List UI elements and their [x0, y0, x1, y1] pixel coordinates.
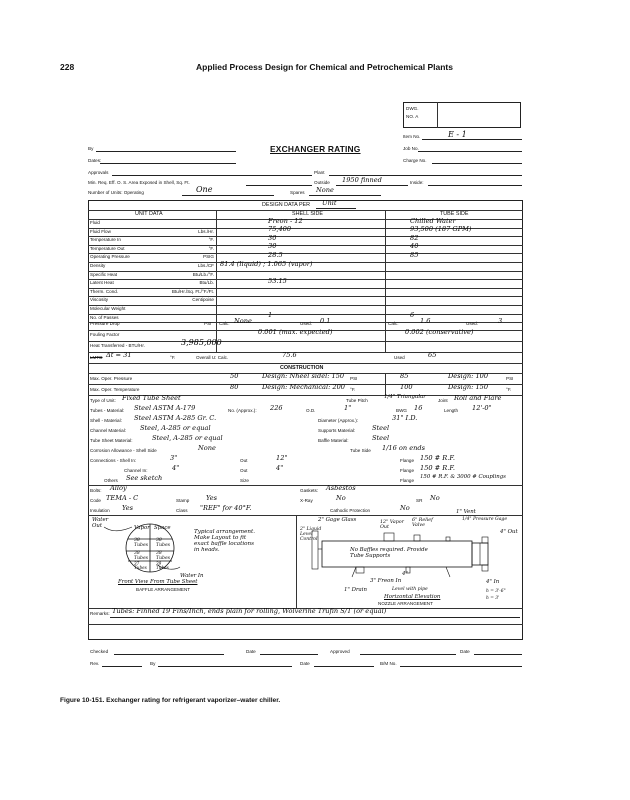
dates-label: Dates: — [88, 158, 102, 163]
overall-used-label: Used — [394, 355, 405, 360]
max-temp-unit: °F. — [350, 387, 356, 392]
support-left — [352, 567, 356, 577]
others-value: See sketch — [126, 474, 163, 482]
tube-calc-value: 1.6 — [420, 317, 431, 325]
water-in-label: Water In — [180, 573, 204, 579]
code-value: TEMA - C — [106, 494, 139, 502]
class-value: "REF" for 40°F. — [200, 504, 252, 512]
insulation-value: Yes — [122, 504, 134, 512]
supports-value: Steel — [372, 424, 390, 432]
design-row-divider — [88, 288, 523, 289]
units-label: Number of Units: Operating — [88, 190, 144, 195]
design-row-unit: °F. — [208, 237, 214, 243]
fouling-label: Fouling Factor — [90, 332, 120, 337]
tubes-38d: 38 Tubes — [156, 551, 171, 561]
freon-in-nozzle — [356, 567, 364, 573]
max-press-unit: PSI — [350, 376, 358, 381]
col-tube-side: TUBE SIDE — [440, 211, 469, 217]
baffle-mat-value: Steel — [372, 434, 390, 442]
design-row-label: Temperature In — [90, 237, 121, 243]
others-label: Others — [104, 478, 118, 483]
design-row-divider — [88, 245, 523, 246]
tubes-mat-value: Steel ASTM A-179 — [134, 404, 196, 412]
water-out-label: Water Out — [92, 517, 109, 529]
design-row-label: No. of Passes — [90, 314, 119, 320]
sr-label: SR — [416, 498, 423, 503]
xray-value: No — [336, 494, 346, 502]
freon-in-label: 3" Freon In — [370, 578, 402, 584]
corrosion-tube: 1/16 on ends — [382, 444, 425, 452]
h-dim-label: 4" — [402, 571, 408, 577]
tube-calc-label: Calc: — [388, 321, 399, 326]
diameter-label: Diameter (Approx.): — [318, 418, 359, 423]
water-out-nozzle — [482, 537, 488, 543]
design-row-shell: Freon - 12 — [268, 216, 303, 225]
channel-in-value: 4" — [172, 464, 180, 472]
flange1-value: 150 # R.F. — [420, 454, 456, 462]
gaskets-label: Gaskets: — [300, 488, 319, 493]
class-label: Class — [176, 508, 188, 513]
rev-label: Rev. — [90, 661, 100, 666]
col-unit-data: UNIT DATA — [135, 211, 163, 217]
max-temp-tube: 100 — [400, 383, 413, 391]
code-label: Code — [90, 498, 101, 503]
pressure-drop-label: Pressure Drop — [90, 321, 120, 326]
tubes-38c: 38 Tubes — [134, 551, 149, 561]
max-press-label: Max. Oper. Pressure — [90, 376, 133, 381]
job-label: Job No. — [403, 146, 419, 151]
shell-used-label: Used: — [300, 321, 313, 326]
design-row-shell: 75,400 — [268, 225, 292, 234]
support-right — [446, 567, 450, 577]
in-4-label: 4" In — [486, 579, 500, 585]
no-baffles-note: No Baffles required. Provide Tube Supports — [350, 547, 428, 559]
h2-note: h = 3' — [486, 596, 500, 601]
design-row-unit: °F. — [208, 245, 214, 251]
channel-mat-value: Steel, A-285 or equal — [140, 424, 211, 432]
type-label: Type of Unit: — [90, 398, 116, 403]
item-value: E - 1 — [448, 130, 467, 139]
overall-used-value: 65 — [428, 351, 437, 359]
tubes-mat-label: Tubes - Material: — [90, 408, 125, 413]
approvals-label: Approvals — [88, 170, 109, 175]
vapor-nozzle — [384, 533, 394, 541]
conn-shell-in: 3" — [170, 454, 178, 462]
conn-shell-label: Connections - Shell In: — [90, 458, 137, 463]
overall-label: Overall U: Calc. — [196, 355, 229, 360]
diameter-value: 31" I.D. — [392, 414, 418, 422]
shell-calc-label: Calc: — [219, 321, 230, 326]
tubes-38b: 38 Tubes — [156, 538, 171, 548]
design-row-tube: 85 — [410, 250, 419, 259]
spares-value: None — [316, 186, 334, 194]
max-press-unit-tube: PSI — [506, 376, 514, 381]
heat-label: Heat Transferred - BTU/Hr. — [90, 343, 145, 348]
design-row-label: Fluid — [90, 220, 100, 225]
design-row-unit: Btu/Lb./°F. — [192, 271, 214, 277]
shell-used-value: 0.1 — [320, 317, 331, 325]
cathodic-label: Cathodic Protection — [330, 508, 371, 513]
pressure-drop-unit: PSI — [204, 321, 212, 326]
flange1-label: Flange — [400, 458, 415, 463]
design-row-label: Latent Heat — [90, 280, 114, 286]
lmtd-unit: °F. — [170, 355, 176, 360]
by-label: By — [88, 146, 94, 151]
vapor-label: Vapor — [134, 525, 150, 531]
shell-mat-label: Shell - Material: — [90, 418, 122, 423]
max-press-value: 50 — [230, 372, 239, 380]
max-temp-label: Max. Oper. Temperature — [90, 387, 140, 392]
design-row-label: Specific Heat — [90, 271, 118, 277]
joint-label: Joint — [438, 398, 448, 403]
gaskets-value: Asbestos — [326, 484, 356, 492]
design-row-divider — [88, 279, 523, 280]
item-label: Item No. — [403, 134, 421, 139]
design-row-tube: Chilled Water — [410, 216, 456, 225]
design-per-label: DESIGN DATA PER — [262, 202, 311, 208]
no-label: NO. A — [406, 114, 419, 119]
dwg-box — [403, 102, 521, 128]
design-row-tube: 82 — [410, 233, 419, 242]
col-shell-side: SHELL SIDE — [292, 211, 323, 217]
design-row-unit: Lbs./Hr. — [198, 228, 214, 234]
design-row-shell: 30 — [268, 242, 277, 251]
flange2-value: 150 # R.F. — [420, 464, 456, 472]
insulation-label: Insulation — [90, 508, 110, 513]
xray-label: X-Ray — [300, 498, 313, 503]
horizontal-label: Horizontal Elevation — [384, 594, 441, 600]
channel-mat-label: Channel Material: — [90, 428, 127, 433]
lmtd-value: Δt = 31 — [106, 351, 132, 359]
max-temp-design: Design: 150 — [448, 383, 489, 391]
design-row-shell: 53.15 — [268, 276, 287, 285]
charge-label: Charge No. — [403, 158, 427, 163]
tube-used-label: Used: — [466, 321, 479, 326]
rev-by-label: By — [150, 661, 156, 666]
tube-pitch-value: 1/4" Triangular — [384, 394, 426, 400]
type-value: Fixed Tube Sheet — [122, 394, 181, 402]
dwg-label: DWG. — [406, 106, 419, 111]
tubesheet-mat-label: Tube Sheet Material: — [90, 438, 133, 443]
pressure-gage-label: 1/4" Pressure Gage — [462, 517, 508, 522]
tubesheet-mat-value: Steel, A-285 or equal — [152, 434, 223, 442]
remarks-text: Tubes: Finned 19 Fins/Inch, ends plain for rolling, Wolverine Trufin S/T (or equal) — [112, 607, 387, 615]
heat-value: 3,985,000 — [181, 338, 222, 347]
space-label: Space — [154, 525, 171, 531]
tubes-39: 39 Tubes — [156, 561, 169, 571]
design-row-unit: PSIG — [203, 254, 214, 260]
design-row-shell: 81.4 (liquid) ; 1.065 (vapor) — [220, 259, 313, 268]
inside-label: Inside: — [410, 180, 424, 185]
od-label: O.D. — [306, 408, 316, 413]
nozzle-arrangement-title: NOZZLE ARRANGEMENT — [378, 601, 433, 606]
fouling-shell: 0.001 (max. expected) — [258, 328, 333, 336]
design-row-tube: 93,500 (187 GPM) — [410, 225, 472, 234]
typical-note: Typical arrangement. Make Layout to fit exact baffle locations in heads. — [194, 529, 256, 553]
design-row-label: Temperature Out — [90, 245, 125, 251]
design-row-label: Operating Pressure — [90, 254, 130, 260]
plant-label: Plant — [314, 170, 325, 175]
corrosion-tube-label: Tube Side — [350, 448, 371, 453]
max-press-tube: 85 — [400, 372, 409, 380]
bolts-value: Alloy — [110, 484, 127, 492]
approved-date-label: Date — [460, 649, 470, 654]
design-row-unit: Btu/Hr./Sq. Ft./°F./Ft. — [171, 288, 214, 294]
relief-label: 6" Relief Valve — [412, 518, 433, 529]
length-label: Length — [444, 408, 459, 413]
channel-in-label: Channel In: — [124, 468, 148, 473]
book-title: Applied Process Design for Chemical and Petrochemical Plants — [196, 62, 453, 72]
flange3-label: Flange — [400, 478, 415, 483]
design-row-unit: Lbs./CF — [197, 263, 214, 268]
conn-shell-out-label: Out — [240, 458, 248, 463]
design-row-shell: 28.5 — [268, 250, 283, 259]
tube-pitch-label: Tube Pitch — [346, 398, 368, 403]
page-number: 228 — [60, 62, 75, 72]
fouling-tube: 0.002 (conservative) — [405, 328, 474, 336]
shell-calc-value: None — [234, 317, 252, 325]
level-control-label: 2" Liquid Level Control — [300, 527, 322, 542]
design-row-divider — [88, 305, 523, 306]
channel-out-value: 4" — [276, 464, 284, 472]
bwg-label: BWG — [396, 408, 407, 413]
flange3-value: 150 # R.F. & 3000 # Couplings — [420, 474, 506, 480]
front-view-label: Front View From Tube Sheet — [118, 579, 198, 585]
design-row-label: Molecular Weight — [90, 306, 126, 311]
flange2-label: Flange — [400, 468, 415, 473]
design-per-value: Unit — [322, 199, 337, 207]
drain-label: 1" Drain — [344, 587, 367, 593]
water-in-nozzle — [482, 565, 488, 571]
max-temp-value: 80 — [230, 383, 239, 391]
checked-date-label: Date — [246, 649, 256, 654]
lmtd-label: LMTD — [90, 355, 103, 360]
shell-mat-value: Steel ASTM A-285 Gr. C. — [134, 414, 217, 422]
min-req-label: Min. Req. Eff. O. S. Area Exposed in Shell, Sq. Ft. — [88, 180, 190, 185]
design-row-label: Viscosity — [90, 297, 109, 303]
size-label: Size — [240, 478, 249, 483]
design-row-label: Therm. Cond. — [90, 288, 119, 294]
relief-nozzle — [414, 535, 420, 541]
conn-shell-out: 12" — [276, 454, 288, 462]
design-row-divider — [88, 271, 523, 272]
overall-value: 75.6 — [282, 351, 297, 359]
units-value: One — [196, 185, 213, 194]
design-row-label: Density — [90, 263, 106, 268]
spares-label: Spares — [290, 190, 305, 195]
stamp-label: Stamp — [176, 498, 190, 503]
max-temp-shell: Design: Mechanical: 200 — [262, 383, 345, 391]
tubes-38a: 38 Tubes — [134, 538, 149, 548]
corrosion-shell: None — [198, 444, 216, 452]
figure-caption: Figure 10-151. Exchanger rating for refrigerant vaporizer–water chiller. — [60, 697, 281, 704]
design-row-unit: Centipoise — [192, 297, 214, 303]
length-value: 12'-0" — [472, 404, 492, 412]
exchanger-rating-title: EXCHANGER RATING — [270, 144, 361, 154]
joint-value: Roll and Flare — [454, 394, 502, 402]
design-row-shell: 30 — [268, 233, 277, 242]
rev-date-label: Date — [300, 661, 310, 666]
vent-label: 1" Vent — [456, 509, 476, 515]
remarks-label: Remarks: — [90, 611, 110, 616]
outside-value: 1950 finned — [342, 176, 382, 184]
design-row-divider — [88, 296, 523, 297]
checked-label: Checked — [90, 649, 109, 654]
no-approx-value: 226 — [270, 404, 283, 412]
construction-title: CONSTRUCTION — [280, 365, 324, 371]
max-press-design: Design: 100 — [448, 372, 489, 380]
design-row-tube: 6 — [410, 311, 415, 320]
design-row-label: Fluid Flow — [90, 228, 111, 234]
max-press-shell: Design: Nheel sidel: 150 — [262, 372, 345, 380]
level-note: Level with pipe — [392, 587, 428, 592]
baffle-sketch — [88, 515, 296, 573]
design-row-unit: Btu/Lb. — [199, 280, 214, 286]
outside-label: Outside — [314, 180, 330, 185]
design-row-divider — [88, 253, 523, 254]
vent-nozzle — [446, 537, 450, 541]
baffle-mat-label: Baffle Material: — [318, 438, 349, 443]
no-approx-label: No. (Approx.): — [228, 408, 257, 413]
bwg-value: 16 — [414, 404, 423, 412]
gage-glass-label: 2" Gage Glass — [318, 517, 357, 523]
sr-value: No — [430, 494, 440, 502]
approved-label: Approved — [330, 649, 350, 654]
design-row-divider — [88, 314, 523, 315]
corrosion-label: Corrosion Allowance - Shell Side — [90, 448, 157, 453]
design-row-shell: 1 — [268, 311, 273, 320]
cathodic-value: No — [400, 504, 410, 512]
out-4-label: 4" Out — [500, 529, 518, 535]
bolts-label: Bolts: — [90, 488, 102, 493]
channel-out-label: Out — [240, 468, 248, 473]
baffle-arrangement-title: BAFFLE ARRANGEMENT — [136, 587, 191, 592]
design-row-divider — [88, 236, 523, 237]
od-value: 1" — [344, 404, 352, 412]
max-temp-unit-tube: °F. — [506, 387, 512, 392]
tubes-37: 37 Tubes — [134, 561, 147, 571]
bm-label: B/M No. — [380, 661, 397, 666]
stamp-value: Yes — [206, 494, 218, 502]
h-note: h = 3'-6" — [486, 589, 506, 594]
tube-used-value: 3 — [498, 317, 503, 325]
supports-label: Supports Material: — [318, 428, 356, 433]
vapor-out-label: 12" Vapor Out — [380, 520, 404, 531]
design-row-tube: 40 — [410, 242, 419, 251]
